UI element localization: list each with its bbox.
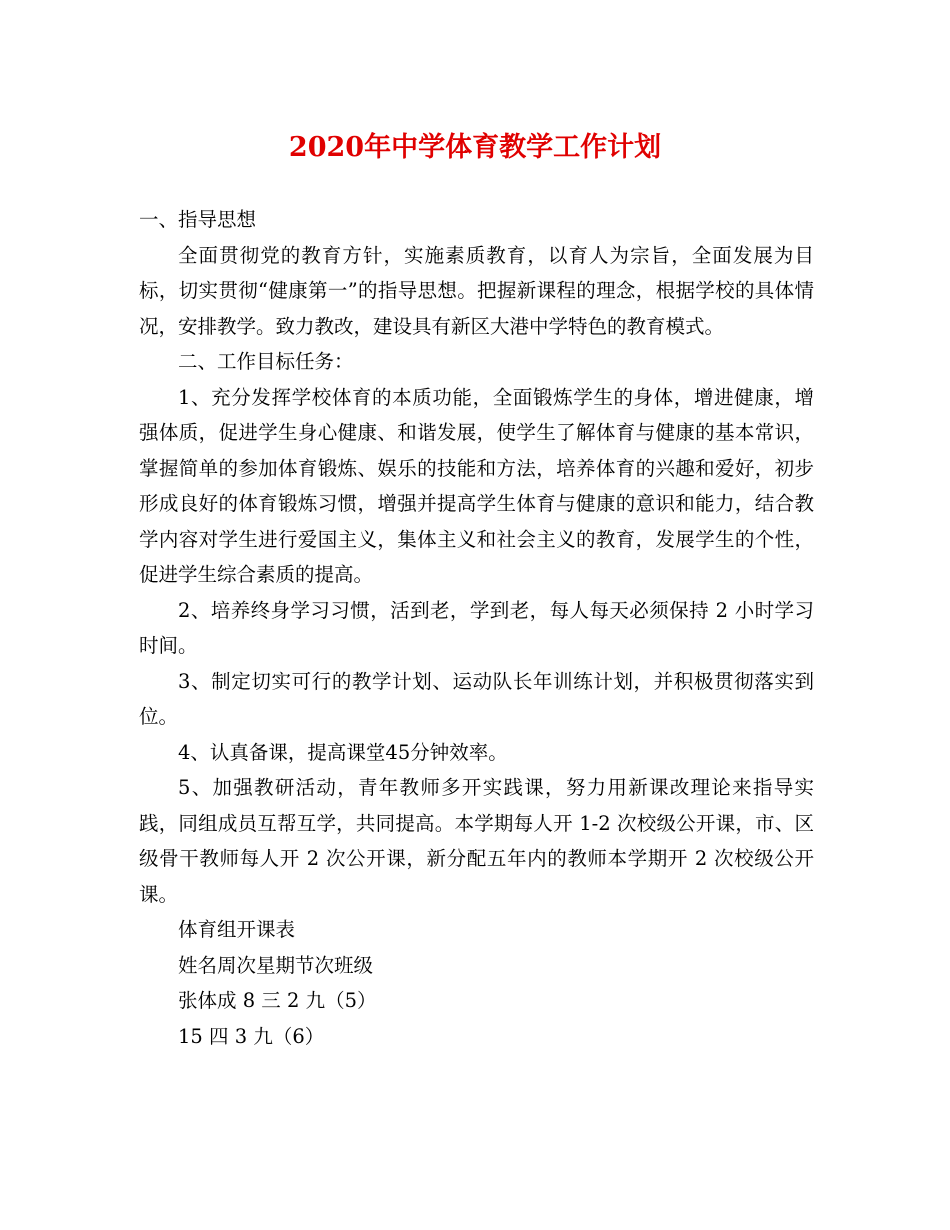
paragraph-guiding-ideology: 全面贯彻党的教育方针，实施素质教育，以育人为宗旨，全面发展为目标，切实贯彻“健康第一”的指导思想。把握新课程的理念，根据学校的具体情况，安排教学。致力教改，建设具有新区大港中学特色的教育模式。 [139,243,814,338]
goal-item-4: 4、认真备课，提高课堂45分钟效率。 [178,740,508,764]
section-heading-work-goals: 二、工作目标任务： [178,350,354,373]
goal-item-3: 3、制定切实可行的教学计划、运动队长年训练计划，并积极贯彻落实到位。 [139,669,814,728]
goal-item-5: 5、加强教研活动，青年教师多开实践课，努力用新课改理论来指导实践，同组成员互帮互学，共同提高。本学期每人开 1-2 次校级公开课，市、区级骨干教师每人开 2 次公开课，新分配五年内的教师本学期开 2 次校级公开课。 [139,776,814,906]
document-body [139,202,814,1054]
document-title: 2020年中学体育教学工作计划 [288,132,662,163]
schedule-heading: 体育组开课表 [178,918,296,941]
goal-item-2: 2、培养终身学习习惯，活到老，学到老，每人每天必须保持 2 小时学习时间。 [139,598,814,657]
section-heading-guiding-ideology: 一、指导思想 [139,208,257,231]
schedule-columns: 姓名周次星期节次班级 [178,953,374,977]
schedule-row: 15 四 3 九（6） [178,1024,325,1048]
schedule-row: 张体成 8 三 2 九（5） [178,989,377,1012]
goal-item-1: 1、充分发挥学校体育的本质功能，全面锻炼学生的身体，增进健康，增强体质，促进学生身心健康、和谐发展，使学生了解体育与健康的基本常识，掌握简单的参加体育锻炼、娱乐的技能和方法，培养体育的兴趣和爱好，初步形成良好的体育锻炼习惯，增强并提高学生体育与健康的意识和能力，结合教学内容对学生进行爱国主义，集体主义和社会主义的教育，发展学生的个性，促进学生综合素质的提高。 [139,385,814,586]
